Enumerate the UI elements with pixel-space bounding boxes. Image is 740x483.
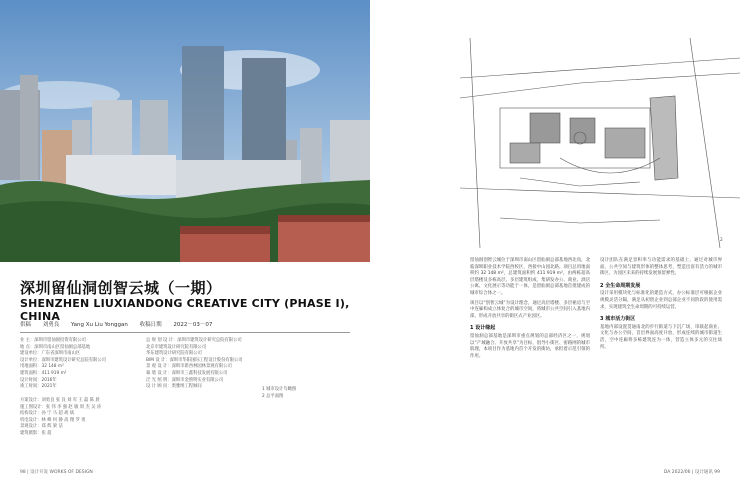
info-column-1: 业 主：深圳市留仙洞投资有限公司 地 点：深圳市南山区留仙洞总部基地 建设单位：广东省深圳市南山区 设计单位：深圳市建筑设计研究总院有限公司 用地面积：32 148 m² 建筑面积：411 919 m² 设计时间：2016年 竣工时间：2021年 <box>20 338 106 390</box>
author-english: Yang Xu Liu Yonggan <box>71 322 128 328</box>
divider <box>20 332 350 333</box>
body-column-2 <box>600 258 722 354</box>
site-plan-drawing <box>460 38 740 248</box>
col1-heading: 1 设计缘起 <box>470 325 496 332</box>
col1-paragraph: 留仙洞总部基地是深圳市重点规划的总部经济区之一，规划以“产城融合、开放共享”为目标，倡导小街区、密路网的城市肌理，本项目作为基地内首个开发的街坊，承担着示范引领的作用。 <box>470 333 590 359</box>
footer-right: DA 2022/06 | 设计通讯 99 <box>663 470 720 475</box>
info-column-3: 总 规 划 设 计：深圳市建筑设计研究总院有限公司 北京市建筑设计研究院有限公司 华东建筑设计研究院有限公司 BIM 设 计：深圳市华阳国际工程设计股份有限公司 景 观 设 计：深圳市新西林园林景观有限公司 幕 墙 设 计：深圳市三鑫科技发展有限公司 泛 光 照 明：深圳市金照明实业有限公司 设 计 顾 问：奥雅纳工程顾问 <box>146 338 243 390</box>
col1-paragraph: 留仙洞创智云城位于深圳市南山区留仙洞总部基地西北角，北临深圳职业技术学院西校区，西接中山园北路。项目总用地面积约 32 148 m²，总建筑面积约 411 919 m²，由两栋超高层塔楼及多栋高层、多层建筑组成，集研发办公、商业、酒店公寓、文化展示等功能于一体，是留仙洞总部基地首批建成的城市综合体之一。 <box>470 258 590 296</box>
col1-paragraph: 项目以“创智云城”为设计理念，通过高层塔楼、多层裙房与空中连廊构成立体复合的城市空间，将城市公共空间引入基地内部，形成开放共享的街区式产业园区。 <box>470 300 590 319</box>
col2-heading: 3 城市活力街区 <box>600 316 636 323</box>
author-label: 供稿 <box>20 322 32 328</box>
date-value: 2022－03－07 <box>173 322 213 328</box>
figure-captions: 1 城市设计鸟瞰图 2 总平面图 <box>262 387 297 399</box>
footer-left: 98 | 设计开发 WORKS OF DESIGN <box>20 470 93 475</box>
title-chinese: 深圳留仙洞创智云城（一期） <box>20 279 222 297</box>
col2-heading: 2 全生命周期发展 <box>600 282 641 289</box>
body-column-1 <box>470 258 590 363</box>
aerial-photo <box>0 0 370 262</box>
author-names: 刘勇良 <box>42 322 60 328</box>
col2-paragraph: 设计采用模块化与标准化的建造方式，办公标准层可根据企业规模灵活分隔，满足从初创企业到总部企业不同阶段的使用需求，实现建筑全生命周期的可持续运营。 <box>600 291 722 310</box>
info-column-2: 方案设计：刘勇良 张 良 刘 军 王 磊 陈 晨 施工图设计：张 伟 李 强 赵 敏 周 杰 吴 涛 结构设计：孙 宁 马 超 胡 斌 机电设计：林 峰 何 静 高 翔 罗 勇 景观设计：郑 辉 梁 洁 建筑摄影：张 超 <box>20 398 102 436</box>
figure-number: 2 <box>720 238 723 243</box>
title-english: SHENZHEN LIUXIANDONG CREATIVE CITY (PHASE I), CHINA <box>20 297 350 323</box>
col2-paragraph: 基地内部设置贯通南北的步行街道与下沉广场，串联起商业、文化与办公空间，首层界面高度开放，形成连续的城市街道生活，空中连廊将多栋建筑连为一体，营造立体多元的交往场所。 <box>600 324 722 350</box>
date-label: 收稿日期 <box>139 322 162 328</box>
article-meta <box>20 320 222 328</box>
col2-paragraph: 设计团队在满足容积率与功能需求的基础上，通过对城市界面、公共空间与建筑形体的整体思考，塑造出富有活力的城市街区，为园区未来的持续发展预留弹性。 <box>600 258 722 277</box>
